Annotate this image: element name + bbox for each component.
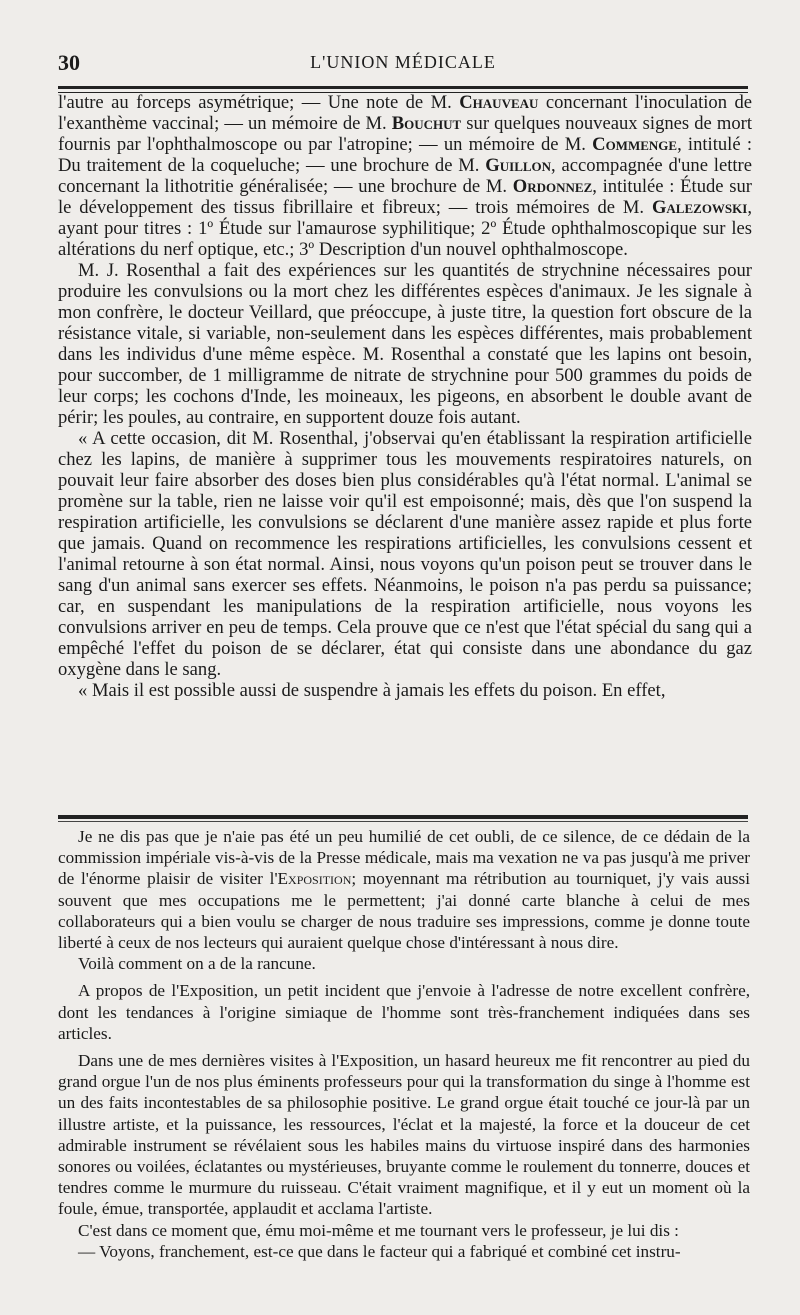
main-text [58,92,752,701]
author-name: Chauveau [459,92,539,113]
text-run: Exposition [277,869,352,889]
footnote-paragraph: A propos de l'Exposition, un petit incident que j'envoie à l'adresse de notre excellent confrère, dont les tendances à l'origine simiaque de l'homme sont très-franchement indiquées dans ses articles. [58,981,750,1043]
author-name: Ordonnez [512,176,593,197]
text-run: l'autre au forceps asymétrique; — Une note de M. [58,92,460,113]
footnote-paragraph: Dans une de mes dernières visites à l'Exposition, un hasard heureux me fit rencontrer au pied du grand orgue l'un de nos plus éminents professeurs pour qui la transformation du singe à l'homme est un des faits incontestables de sa philosophie positive. Le grand orgue était touché ce jour-là par un illustre artiste, et la puissance, les ressources, l'éclat et la majesté, la force et la douceur de cet admirable instrument se révélaient sous les habiles mains du virtuose inspiré dans des harmonies sonores ou voilées, éclatantes ou mystérieuses, bruyante comme le roulement du tonnerre, douces et tendres comme le murmure du ruisseau. C'était vraiment magnifique, et il y eut un moment où la foule, émue, transportée, applaudit et acclama l'artiste. [58,1051,750,1219]
footnote-paragraph: — Voyons, franchement, est-ce que dans le facteur qui a fabriqué et combiné cet instru- [78,1241,681,1261]
footnote-text [58,826,750,1262]
footnote-paragraph: Voilà comment on a de la rancune. [78,954,316,974]
text-run: , accompagnée d'une lettre concernant la lithotritie généralisée; — une brochure de M. [58,155,752,197]
text-run: Je ne dis pas que je n'aie pas été un peu humilié de cet oubli, de ce silence, de ce dédain de la commission impériale vis-à-vis de la Presse médicale, mais ma vexation ne va pas jusqu'à me priver de l'énorme plaisir de visiter l' [58,827,750,889]
page-number: 30 [58,50,80,75]
author-name: Bouchut [391,113,462,134]
page-header [58,50,748,80]
footnote-rule [58,815,748,822]
text-run: concernant l'inoculation de l'exanthème vaccinal; — un mémoire de M. [58,92,752,134]
footnote-paragraph: C'est dans ce moment que, ému moi-même et me tournant vers le professeur, je lui dis : [78,1220,679,1240]
paragraph-academy-list [58,92,752,260]
author-name: Galezowski [651,197,748,218]
author-name: Commenge [592,134,678,155]
paragraph-quote-continued: « Mais il est possible aussi de suspendre à jamais les effets du poison. En effet, [78,680,666,701]
running-head: L'UNION MÉDICALE [310,52,496,72]
author-name: Guillon [485,155,552,176]
text-run: , intitulée : Étude sur le développement des tissus fibrillaire et fibreux; — trois mémoires de M. [58,176,752,218]
text-run: , intitulé : Du traitement de la coqueluche; — une brochure de M. [58,134,752,176]
paragraph-quote: « A cette occasion, dit M. Rosenthal, j'observai qu'en établissant la respiration artificielle chez les lapins, de manière à supprimer tous les mouvements respiratoires naturels, on pouvait leur faire absorber des doses bien plus considérables qu'à l'état normal. L'animal se promène sur la table, rien ne laisse voir qu'il est empoisonné; mais, dès que l'on suspend la respiration artificielle, les convulsions se déclarent d'une manière assez rapide et plus forte que jamais. Quand on recommence les respirations artificielles, les convulsions cessent et l'animal retourne à son état normal. Ainsi, nous voyons qu'un poison peut se trouver dans le sang d'un animal sans exercer ses effets. Néanmoins, le poison n'a pas perdu sa puissance; car, en suspendant les manipulations de la respiration artificielle, nous voyons les convulsions arriver en peu de temps. Cela prouve que ce n'est que l'état spécial du sang qui a empêché l'effet du poison de se déclarer, état qui consiste dans une abondance du gaz oxygène dans le sang. [58,428,752,680]
footnote-paragraph [58,826,750,953]
text-run: , ayant pour titres : 1º Étude sur l'amaurose syphilitique; 2º Étude ophthalmoscopique sur les altérations du nerf optique, etc.; 3º Description d'un nouvel ophthalmoscope. [58,197,752,260]
text-run: ; moyennant ma rétribution au tourniquet, j'y vais aussi souvent que mes occupations me le permettent; j'ai donné carte blanche à celui de mes collaborateurs qui a bien voulu se charger de nous traduire ses impressions, comme je donne toute liberté à ceux de nos lecteurs qui auraient quelque chose d'intéressant à nous dire. [58,869,750,953]
text-run: sur quelques nouveaux signes de mort fournis par l'ophthalmoscope ou par l'atropine; — un mémoire de M. [58,113,752,155]
paragraph-rosenthal: M. J. Rosenthal a fait des expériences sur les quantités de strychnine nécessaires pour produire les convulsions ou la mort chez les différentes espèces d'animaux. Je les signale à mon confrère, le docteur Veillard, que préoccupe, à juste titre, la question fort obscure de la résistance vitale, si variable, non-seulement dans les espèces différentes, mais probablement dans les individus d'une même espèce. M. Rosenthal a constaté que les lapins ont besoin, pour succomber, de 1 milligramme de nitrate de strychnine pour 500 grammes du poids de leur corps; les cochons d'Inde, les moineaux, les pigeons, en absorbent le double avant de périr; les poules, au contraire, en supportent douze fois autant. [58,260,752,428]
